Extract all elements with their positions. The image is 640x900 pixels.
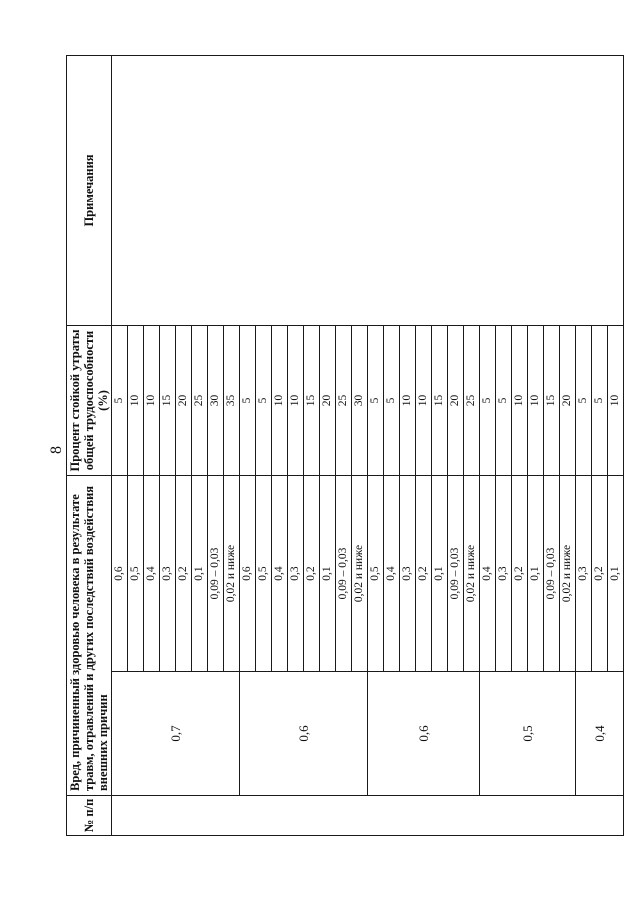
percent-cell: 20 [176, 325, 192, 475]
value-cell: 0,3 [400, 475, 416, 671]
percent-cell: 10 [128, 325, 144, 475]
value-cell: 0,4 [480, 475, 496, 671]
percent-cell: 20 [448, 325, 464, 475]
initial-level-cell: 0,6 [240, 672, 368, 796]
harm-percentage-table [66, 55, 624, 836]
header-percent: Процент стойкой утраты общей трудоспособности (%) [67, 325, 112, 475]
initial-level-cell: 0,6 [368, 672, 480, 796]
percent-cell: 10 [272, 325, 288, 475]
value-cell: 0,1 [608, 475, 624, 671]
percent-cell: 5 [576, 325, 592, 475]
percent-cell: 10 [512, 325, 528, 475]
percent-cell: 15 [304, 325, 320, 475]
value-cell: 0,1 [320, 475, 336, 671]
percent-cell: 30 [352, 325, 368, 475]
value-cell: 0,09 – 0,03 [336, 475, 352, 671]
percent-cell: 10 [528, 325, 544, 475]
table-row [112, 55, 128, 835]
value-cell: 0,2 [592, 475, 608, 671]
percent-cell: 10 [400, 325, 416, 475]
value-cell: 0,3 [288, 475, 304, 671]
table-body [112, 55, 624, 835]
value-cell: 0,4 [384, 475, 400, 671]
percent-cell: 5 [256, 325, 272, 475]
value-cell: 0,2 [416, 475, 432, 671]
value-cell: 0,2 [512, 475, 528, 671]
percent-cell: 20 [320, 325, 336, 475]
value-cell: 0,5 [256, 475, 272, 671]
percent-cell: 5 [592, 325, 608, 475]
value-cell: 0,02 и ниже [352, 475, 368, 671]
value-cell: 0,4 [144, 475, 160, 671]
percent-cell: 5 [480, 325, 496, 475]
percent-cell: 30 [208, 325, 224, 475]
notes-cell [112, 55, 624, 325]
header-harm: Вред, причиненный здоровью человека в результате травм, отравлений и других последствий воздействия внешних причин [67, 475, 112, 795]
page-number: 8 [48, 446, 65, 454]
value-cell: 0,3 [160, 475, 176, 671]
percent-cell: 5 [112, 325, 128, 475]
value-cell: 0,09 – 0,03 [448, 475, 464, 671]
percent-cell: 5 [368, 325, 384, 475]
percent-cell: 5 [240, 325, 256, 475]
value-cell: 0,09 – 0,03 [208, 475, 224, 671]
percent-cell: 15 [432, 325, 448, 475]
value-cell: 0,6 [240, 475, 256, 671]
initial-level-cell: 0,4 [576, 672, 624, 796]
percent-cell: 35 [224, 325, 240, 475]
initial-level-cell: 0,5 [480, 672, 576, 796]
value-cell: 0,3 [576, 475, 592, 671]
percent-cell: 25 [464, 325, 480, 475]
percent-cell: 25 [192, 325, 208, 475]
value-cell: 0,02 и ниже [224, 475, 240, 671]
value-cell: 0,4 [272, 475, 288, 671]
value-cell: 0,5 [368, 475, 384, 671]
value-cell: 0,2 [176, 475, 192, 671]
percent-cell: 10 [288, 325, 304, 475]
value-cell: 0,02 и ниже [560, 475, 576, 671]
header-number: № п/п [67, 796, 112, 836]
rotated-table-container [66, 56, 621, 836]
percent-cell: 10 [416, 325, 432, 475]
value-cell: 0,6 [112, 475, 128, 671]
value-cell: 0,1 [528, 475, 544, 671]
value-cell: 0,5 [128, 475, 144, 671]
percent-cell: 5 [384, 325, 400, 475]
header-notes: Примечания [67, 55, 112, 325]
value-cell: 0,2 [304, 475, 320, 671]
initial-level-cell: 0,7 [112, 672, 240, 796]
percent-cell: 10 [608, 325, 624, 475]
percent-cell: 25 [336, 325, 352, 475]
number-cell [112, 796, 624, 836]
value-cell: 0,1 [192, 475, 208, 671]
percent-cell: 15 [160, 325, 176, 475]
percent-cell: 20 [560, 325, 576, 475]
percent-cell: 10 [144, 325, 160, 475]
value-cell: 0,1 [432, 475, 448, 671]
header-row [67, 55, 112, 835]
value-cell: 0,02 и ниже [464, 475, 480, 671]
value-cell: 0,09 – 0,03 [544, 475, 560, 671]
value-cell: 0,3 [496, 475, 512, 671]
percent-cell: 15 [544, 325, 560, 475]
percent-cell: 5 [496, 325, 512, 475]
